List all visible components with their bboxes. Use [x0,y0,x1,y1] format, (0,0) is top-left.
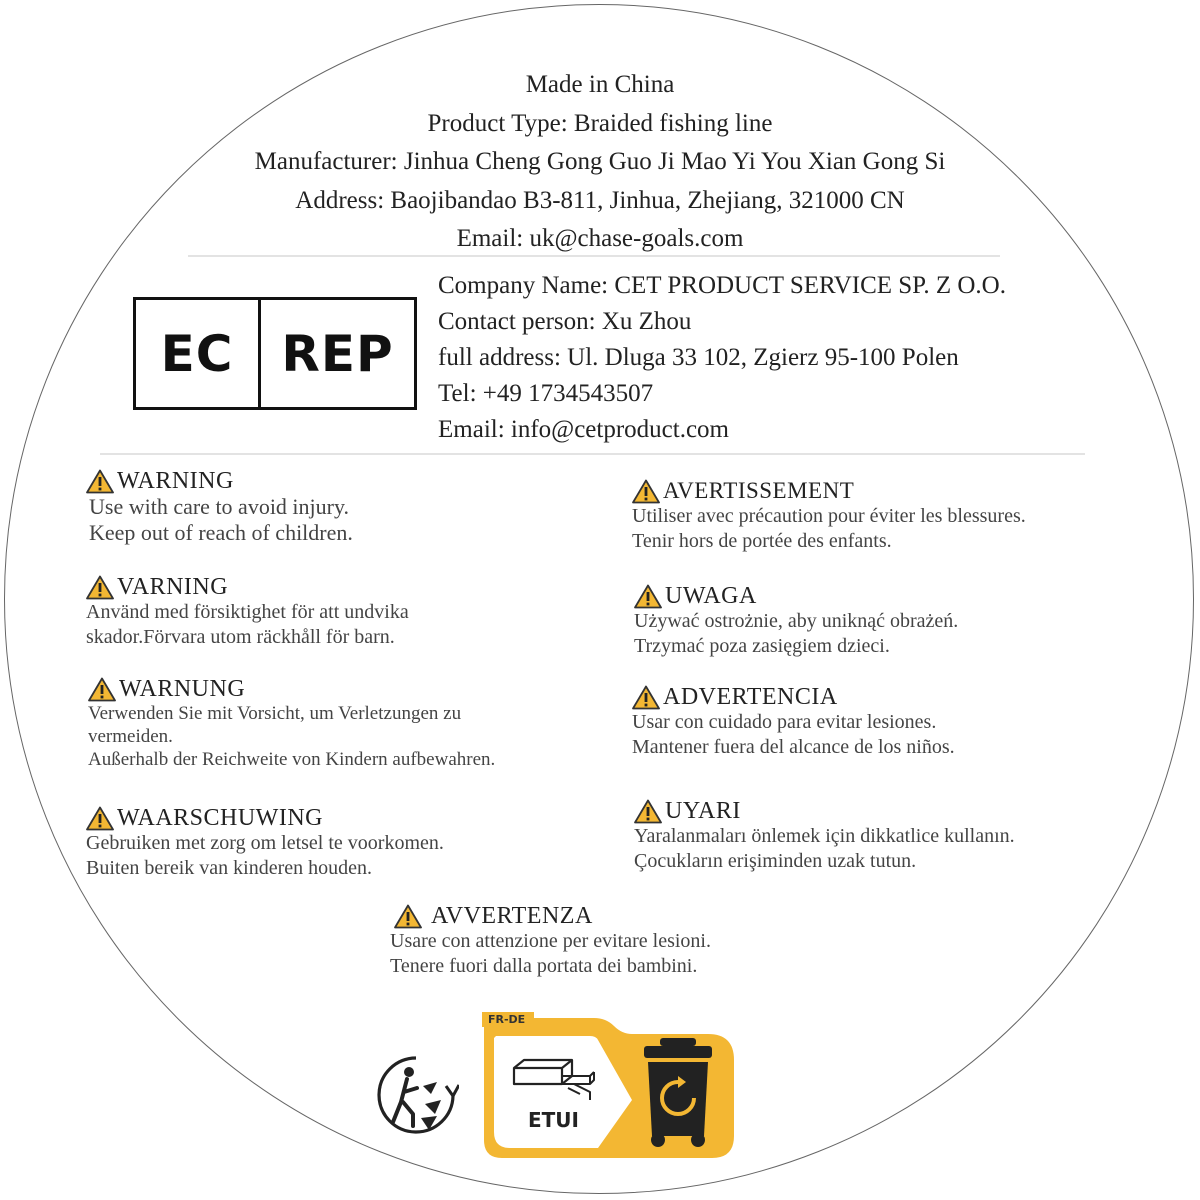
warning-line: Usare con attenzione per evitare lesioni. [390,930,711,952]
warning-title: WARNUNG [119,676,246,702]
warning-pl [634,583,958,659]
warning-triangle-icon [632,479,660,504]
warning-es [632,684,955,760]
warning-line: Use with care to avoid injury. [89,494,350,519]
rep-contact-text: Contact person: Xu Zhou [438,308,692,335]
warning-triangle-icon [632,685,660,710]
warning-sv [86,574,409,650]
triage-info-block [482,1012,740,1162]
rep-company-text: Company Name: CET PRODUCT SERVICE SP. Z O.O. [438,272,1006,299]
divider-top [188,255,1000,257]
warning-title: WARNING [117,468,234,494]
warning-it [390,903,711,979]
warning-title: ADVERTENCIA [663,684,838,710]
rep-address-text: full address: Ul. Dluga 33 102, Zgierz 95-100 Polen [438,344,959,371]
warning-line: Trzymać poza zasięgiem dzieci. [634,635,890,657]
warning-line: Utiliser avec précaution pour éviter les blessures. [632,505,1026,527]
divider-middle [100,453,1085,455]
warning-line: Usar con cuidado para evitar lesiones. [632,711,937,733]
warning-title: AVERTISSEMENT [663,478,855,503]
recycling-bin-icon [640,1036,716,1148]
warning-triangle-icon [86,806,114,831]
warning-line: Yaralanmaları önlemek için dikkatlice kullanın. [634,825,1015,847]
package-label: ETUI [528,1108,579,1132]
ec-rep-info [438,268,1006,448]
warning-line: Mantener fuera del alcance de los niños. [632,736,955,758]
warning-triangle-icon [88,677,116,702]
warning-title: VARNING [117,574,229,600]
warning-line: Gebruiken met zorg om letsel te voorkomen. [86,832,444,854]
warning-de [88,676,495,771]
warning-line: Keep out of reach of children. [89,520,353,545]
warning-line: Använd med försiktighet för att undvika [86,601,409,623]
warning-line: Tenere fuori dalla portata dei bambini. [390,955,698,977]
manufacturer-info [0,66,1200,259]
warning-en [86,468,353,546]
warning-triangle-icon [394,904,422,929]
email-text: Email: uk@chase-goals.com [456,225,744,252]
address-text: Address: Baojibandao B3-811, Jinhua, Zhejiang, 321000 CN [295,186,905,214]
warning-triangle-icon [634,584,662,609]
warning-line: Tenir hors de portée des enfants. [632,530,892,552]
warning-line: Çocukların erişiminden uzak tutun. [634,850,917,872]
made-in-text: Made in China [525,71,675,98]
warning-line: Używać ostrożnie, aby uniknąć obrażeń. [634,610,959,632]
warning-triangle-icon [86,575,114,600]
warning-fr [632,478,1026,554]
warning-title: AVVERTENZA [431,903,593,929]
warning-title: WAARSCHUWING [117,805,323,831]
warning-line: vermeiden. [88,726,173,747]
triman-icon [373,1052,459,1138]
warning-title: UWAGA [665,583,757,609]
manufacturer-text: Manufacturer: Jinhua Cheng Gong Guo Ji Mao Yi You Xian Gong Si [254,148,946,175]
warning-line: Außerhalb der Reichweite von Kindern aufbewahren. [88,749,496,770]
warning-tr [634,798,1015,874]
warning-line: Buiten bereik van kinderen houden. [86,857,373,879]
warning-nl [86,805,444,881]
ec-label: EC [136,300,261,407]
warning-line: skador.Förvara utom räckhåll för barn. [86,626,395,648]
rep-tel-text: Tel: +49 1734543507 [438,380,654,407]
rep-email-text: Email: info@cetproduct.com [438,416,729,443]
warning-triangle-icon [86,469,114,494]
product-type-text: Product Type: Braided fishing line [427,109,773,137]
box-package-icon [510,1054,596,1106]
rep-label: REP [281,324,394,383]
triage-tag: FR-DE [488,1013,526,1026]
warning-line: Verwenden Sie mit Vorsicht, um Verletzungen zu [88,703,462,724]
warning-title: UYARI [665,798,741,824]
warning-triangle-icon [634,799,662,824]
ec-rep-symbol [133,297,417,410]
